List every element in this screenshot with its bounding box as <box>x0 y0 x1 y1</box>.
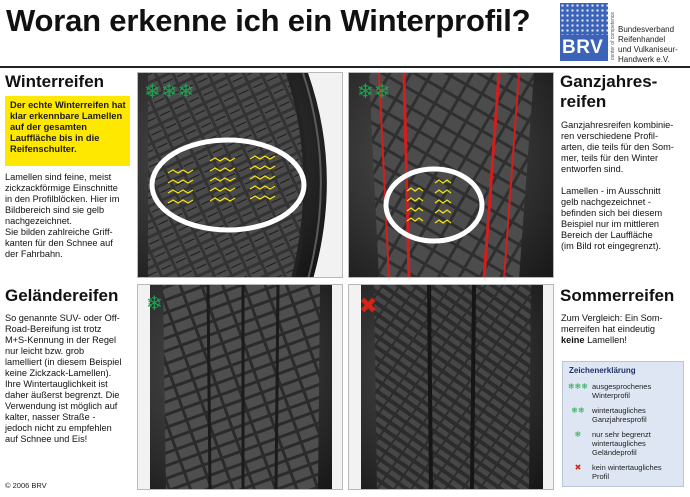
copyright-text: © 2006 BRV <box>5 481 47 490</box>
logo-org-name <box>618 25 678 65</box>
legend-line: Ganzjahresprofil <box>592 415 647 424</box>
winter-line: der Fahrbahn. <box>5 249 63 259</box>
logo-abbreviation: BRV <box>562 37 604 58</box>
allseason-heading-line: Ganzjahres- <box>560 72 658 91</box>
allseason-line: Bereich der Lauffläche <box>561 230 653 240</box>
summer-line: merreifen hat eindeutig <box>561 324 655 334</box>
legend-line: Profil <box>592 472 610 481</box>
allseason-line: Lamellen - im Ausschnitt <box>561 186 661 196</box>
allseason-line: gelb nachgezeichnet - <box>561 197 651 207</box>
offroad-line: nur leicht bzw. grob <box>5 346 85 356</box>
offroad-tire-image <box>137 284 343 490</box>
legend-line: kein wintertaugliches <box>592 463 662 472</box>
allseason-tire-drawing <box>349 73 554 278</box>
winter-tire-image <box>137 72 343 278</box>
winter-snowflake-icon: ❄❄❄ <box>144 81 195 103</box>
legend-line: wintertaugliches <box>592 439 646 448</box>
offroad-snowflake-icon: ❄ <box>146 293 163 315</box>
offroad-line: M+S-Kennung in der Regel <box>5 335 117 345</box>
offroad-line: Verwendung ist möglich auf <box>5 401 118 411</box>
legend-three-snowflakes-icon: ❄❄❄ <box>567 382 589 391</box>
legend-text <box>592 406 682 424</box>
winter-heading: Winterreifen <box>5 72 105 91</box>
offroad-heading: Geländereifen <box>5 286 119 305</box>
offroad-tire-drawing <box>138 285 343 490</box>
logo-side-text: center of competence <box>610 11 616 60</box>
summer-description <box>561 313 689 346</box>
legend-line: Winterprofil <box>592 391 630 400</box>
legend-text <box>592 382 682 400</box>
allseason-description-2 <box>561 186 689 252</box>
winter-line: Sie bilden zahlreiche Griff- <box>5 227 113 237</box>
offroad-line: So genannte SUV- oder Off- <box>5 313 120 323</box>
legend-text <box>592 463 682 481</box>
winter-description <box>5 172 133 260</box>
legend-box <box>562 361 684 487</box>
winter-line: Bildbereich sind sie gelb <box>5 205 105 215</box>
page-title: Woran erkenne ich ein Winterprofil? <box>6 3 531 38</box>
summer-emphasis: keine <box>561 335 585 345</box>
logo-org-line: Bundesverband <box>618 25 675 34</box>
allseason-line: arten, die teils für den Som- <box>561 142 674 152</box>
offroad-line: keine Zickzack-Lamellen). <box>5 368 112 378</box>
summer-cross-icon: ✖ <box>359 293 378 318</box>
allseason-tire-image <box>348 72 554 278</box>
allseason-line: Ganzjahresreifen kombinie- <box>561 120 674 130</box>
summer-tire-drawing <box>349 285 554 490</box>
allseason-line: Beispiel nur im mittleren <box>561 219 660 229</box>
offroad-line: auf Schnee und Eis! <box>5 434 88 444</box>
logo-tile <box>560 3 608 61</box>
title-divider <box>0 66 690 68</box>
legend-line: ausgesprochenes <box>592 382 652 391</box>
summer-tire-image <box>348 284 554 490</box>
allseason-line: entworfen sind. <box>561 164 624 174</box>
winter-line: kanten für den Schnee auf <box>5 238 113 248</box>
logo-dot-pattern <box>560 3 608 35</box>
logo-org-line: Handwerk e.V. <box>618 55 670 64</box>
winter-line: zickzackförmige Einschnitte <box>5 183 118 193</box>
legend-title: Zeichenerklärung <box>569 366 636 375</box>
summer-heading: Sommerreifen <box>560 286 675 305</box>
offroad-line: jedoch nicht zu empfehlen <box>5 423 112 433</box>
offroad-line: Road-Bereifung ist trotz <box>5 324 102 334</box>
offroad-line: kalter, nasser Straße - <box>5 412 96 422</box>
offroad-line: daher äußerst begrenzt. Die <box>5 390 120 400</box>
winter-highlight-box: Der echte Winterreifen hat klar erkennbare Lamellen auf der gesamten Lauffläche bis in die Reifenschulter. <box>5 96 130 166</box>
legend-one-snowflake-icon: ❄ <box>574 430 582 439</box>
offroad-description <box>5 313 135 445</box>
offroad-line: lamelliert (in diesem Beispiel <box>5 357 122 367</box>
winter-tire-drawing <box>138 73 343 278</box>
offroad-line: Ihre Wintertauglichkeit ist <box>5 379 108 389</box>
allseason-line: (im Bild rot eingegrenzt). <box>561 241 662 251</box>
summer-line: Zum Vergleich: Ein Som- <box>561 313 663 323</box>
summer-line-3 <box>561 335 689 346</box>
brv-logo <box>560 3 686 65</box>
allseason-line: befinden sich bei diesem <box>561 208 663 218</box>
allseason-line: mer, teils für den Winter <box>561 153 659 163</box>
winter-line: nachgezeichnet. <box>5 216 72 226</box>
winter-line: Lamellen sind feine, meist <box>5 172 112 182</box>
allseason-snowflake-icon: ❄❄ <box>357 81 391 103</box>
legend-cross-icon: ✖ <box>574 463 582 472</box>
legend-line: wintertaugliches <box>592 406 646 415</box>
allseason-line: ren verschiedene Profil- <box>561 131 659 141</box>
logo-org-line: Reifenhandel <box>618 35 666 44</box>
summer-line-end: Lamellen! <box>587 335 627 345</box>
allseason-description-1 <box>561 120 689 175</box>
legend-line: nur sehr begrenzt <box>592 430 651 439</box>
winter-line: in den Profilblöcken. Hier im <box>5 194 120 204</box>
legend-two-snowflakes-icon: ❄❄ <box>571 406 585 415</box>
legend-text <box>592 430 682 457</box>
allseason-heading <box>560 72 657 112</box>
allseason-heading-line: reifen <box>560 92 607 111</box>
logo-org-line: und Vulkaniseur- <box>618 45 678 54</box>
legend-line: Geländeprofil <box>592 448 637 457</box>
